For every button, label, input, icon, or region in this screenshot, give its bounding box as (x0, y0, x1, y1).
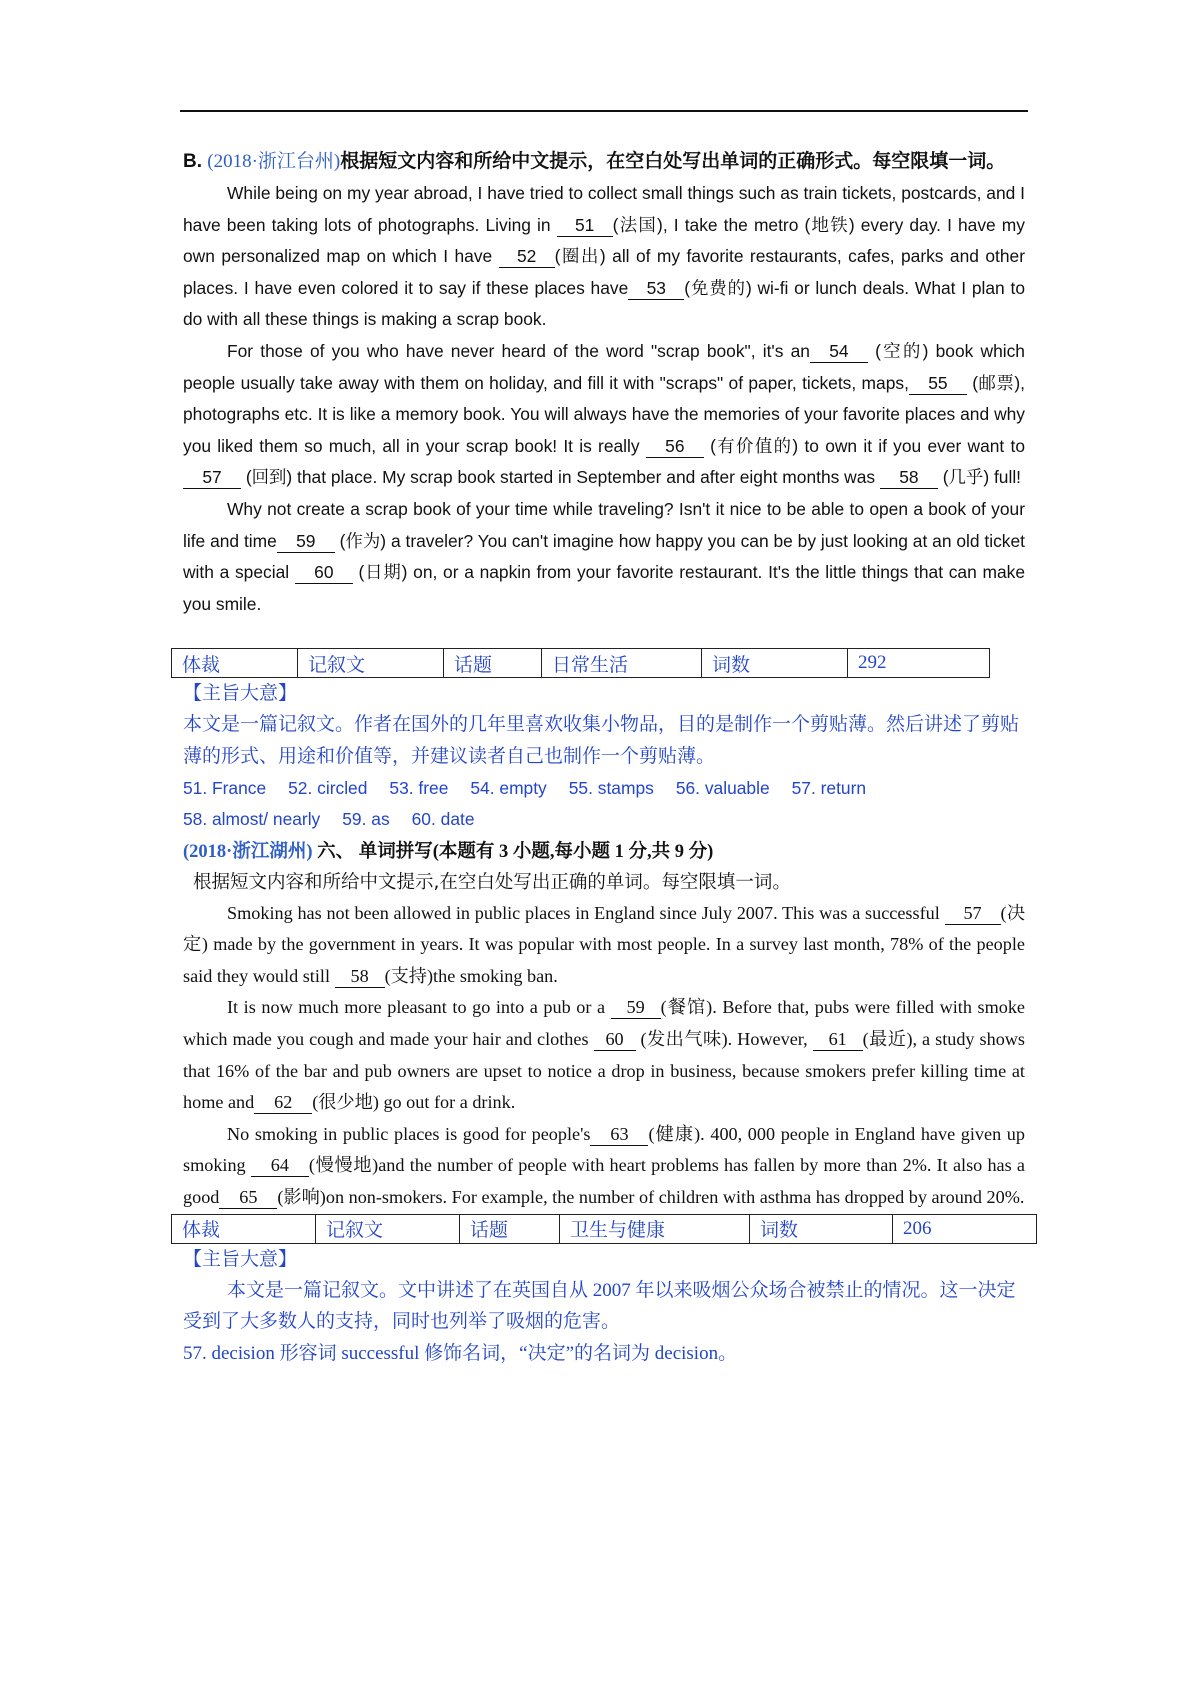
blank2-57: 57 (945, 902, 1001, 925)
info-genre-value: 记叙文 (298, 649, 444, 678)
passage1-summary: 本文是一篇记叙文。作者在国外的几年里喜欢收集小物品，目的是制作一个剪贴薄。然后讲述了剪贴薄的形式、用途和价值等，并建议读者自己也制作一个剪贴薄。 (183, 713, 1020, 767)
blank2-60: 60 (594, 1028, 636, 1051)
blank2-64: 64 (251, 1154, 309, 1177)
blank-56: 56 (646, 435, 704, 458)
passage2-summary: 本文是一篇记叙文。文中讲述了在英国自从 2007 年以来吸烟公众场合被禁止的情况。这一决定受到了大多数人的支持，同时也列举了吸烟的危害。 (183, 1279, 1016, 1333)
answer-59: 59. as (342, 809, 390, 830)
blank2-61: 61 (813, 1028, 863, 1051)
document-body (183, 145, 1025, 1369)
passage2-paragraph-1: Smoking has not been allowed in public places in England since July 2007. This was a successful 57 (决定) made by the government in years. It was popular with most people. In a survey last month, 78% of the people said they would still 58 (支持)the smoking ban. (183, 902, 1026, 986)
info2-wordcount-value: 206 (893, 1214, 1037, 1243)
section2-instruction: 根据短文内容和所给中文提示,在空白处写出正确的单词。每空限填一词。 (193, 871, 791, 893)
blank2-63: 63 (590, 1123, 648, 1146)
blank-53: 53 (628, 277, 684, 300)
blank-59: 59 (277, 530, 335, 553)
answer-52: 52. circled (288, 777, 368, 798)
passage1-paragraph-3: Why not create a scrap book of your time while traveling? Isn't it nice to be able to open a book of your life and time 59 (作为) a traveler? You can't imagine how happy you can be by just looking at an old ticket with a special 60 (日期) on, or a napkin from your favorite restaurant. It's the little things that can make you smile. (183, 498, 1025, 614)
passage1-answers (183, 773, 1025, 836)
blank-58: 58 (880, 466, 938, 489)
info-genre-label: 体裁 (172, 649, 298, 678)
answer-57: 57. return (791, 777, 867, 798)
blank-55: 55 (909, 372, 967, 395)
answer-54: 54. empty (470, 777, 547, 798)
blank-52: 52 (499, 245, 555, 268)
answer-53: 53. free (389, 777, 449, 798)
blank2-58: 58 (335, 965, 385, 988)
section1-label: B. (183, 151, 202, 172)
answer-58: 58. almost/ nearly (183, 809, 321, 830)
info2-genre-value: 记叙文 (316, 1214, 460, 1243)
info-topic-value: 日常生活 (542, 649, 702, 678)
section1-heading (183, 145, 1025, 178)
section1-instruction: 根据短文内容和所给中文提示，在空白处写出单词的正确形式。每空限填一词。 (340, 150, 1006, 172)
blank-57: 57 (183, 466, 241, 489)
header-rule (180, 110, 1028, 112)
section2-title: 六、 单词拼写(本题有 3 小题,每小题 1 分,共 9 分) (312, 841, 714, 862)
passage2-summary-tag: 【主旨大意】 (183, 1247, 298, 1270)
section2-heading (183, 836, 1025, 868)
blank2-62: 62 (254, 1091, 312, 1114)
section1-source: (2018·浙江台州) (207, 151, 341, 172)
answer-56: 56. valuable (675, 777, 770, 798)
info2-wordcount-label: 词数 (750, 1214, 893, 1243)
passage1-paragraph-1: While being on my year abroad, I have tried to collect small things such as train tickets, postcards, and I have been taking lots of photographs. Living in 51 (法国), I take the metro (地铁) every day. I have my own personalized map on which I have 52 (圈出) all of my favorite restaurants, cafes, parks and other places. I have even colored it to say if these places have 53 (免费的) wi-fi or lunch deals. What I plan to do with all these things is making a scrap book. (183, 183, 1025, 330)
info-wordcount-value: 292 (848, 649, 990, 678)
blank-54: 54 (810, 340, 868, 363)
blank2-59: 59 (611, 996, 661, 1019)
answer-55: 55. stamps (568, 777, 654, 798)
blank-51: 51 (557, 214, 613, 237)
info2-topic-label: 话题 (460, 1214, 560, 1243)
passage1-info-table (171, 648, 990, 678)
answer-60: 60. date (411, 809, 475, 830)
blank-60: 60 (295, 561, 353, 584)
passage1-paragraph-2: For those of you who have never heard of the word "scrap book", it's an 54 (空的) book which people usually take away with them on holiday, and fill it with "scraps" of paper, tickets, maps, 55 (邮票), photographs etc. It is like a memory book. You will always have the memories of your favorite places and why you liked them so much, all in your scrap book! It is really 56 (有价值的) to own it if you ever want to 57 (回到) that place. My scrap book started in September and after eight months was 58 (几乎) full! (183, 340, 1025, 488)
info2-genre-label: 体裁 (172, 1214, 316, 1243)
info2-topic-value: 卫生与健康 (560, 1214, 750, 1243)
passage2-paragraph-2: It is now much more pleasant to go into a pub or a 59 (餐馆). Before that, pubs were filled with smoke which made you cough and made your hair and clothes 60 (发出气味). However, 61 (最近), a study shows that 16% of the bar and pub owners are upset to notice a drop in business, because smokers prefer killing time at home and 62 (很少地) go out for a drink. (183, 997, 1026, 1113)
passage2-info-table (171, 1214, 1037, 1244)
passage1-summary-tag: 【主旨大意】 (183, 682, 298, 705)
passage2-paragraph-3: No smoking in public places is good for people's 63 (健康). 400, 000 people in England have given up smoking 64 (慢慢地)and the number of people with heart problems has fallen by more than 2%. It also has a good 65 (影响)on non-smokers. For example, the number of children with asthma has dropped by around 20%. (183, 1123, 1025, 1208)
info-topic-label: 话题 (444, 649, 542, 678)
passage2-answer-note: 57. decision 形容词 successful 修饰名词，“决定”的名词为 decision。 (183, 1342, 738, 1364)
section2-source: (2018·浙江湖州) (183, 841, 313, 862)
blank2-65: 65 (219, 1186, 277, 1209)
answer-51: 51. France (183, 777, 267, 798)
info-wordcount-label: 词数 (702, 649, 848, 678)
